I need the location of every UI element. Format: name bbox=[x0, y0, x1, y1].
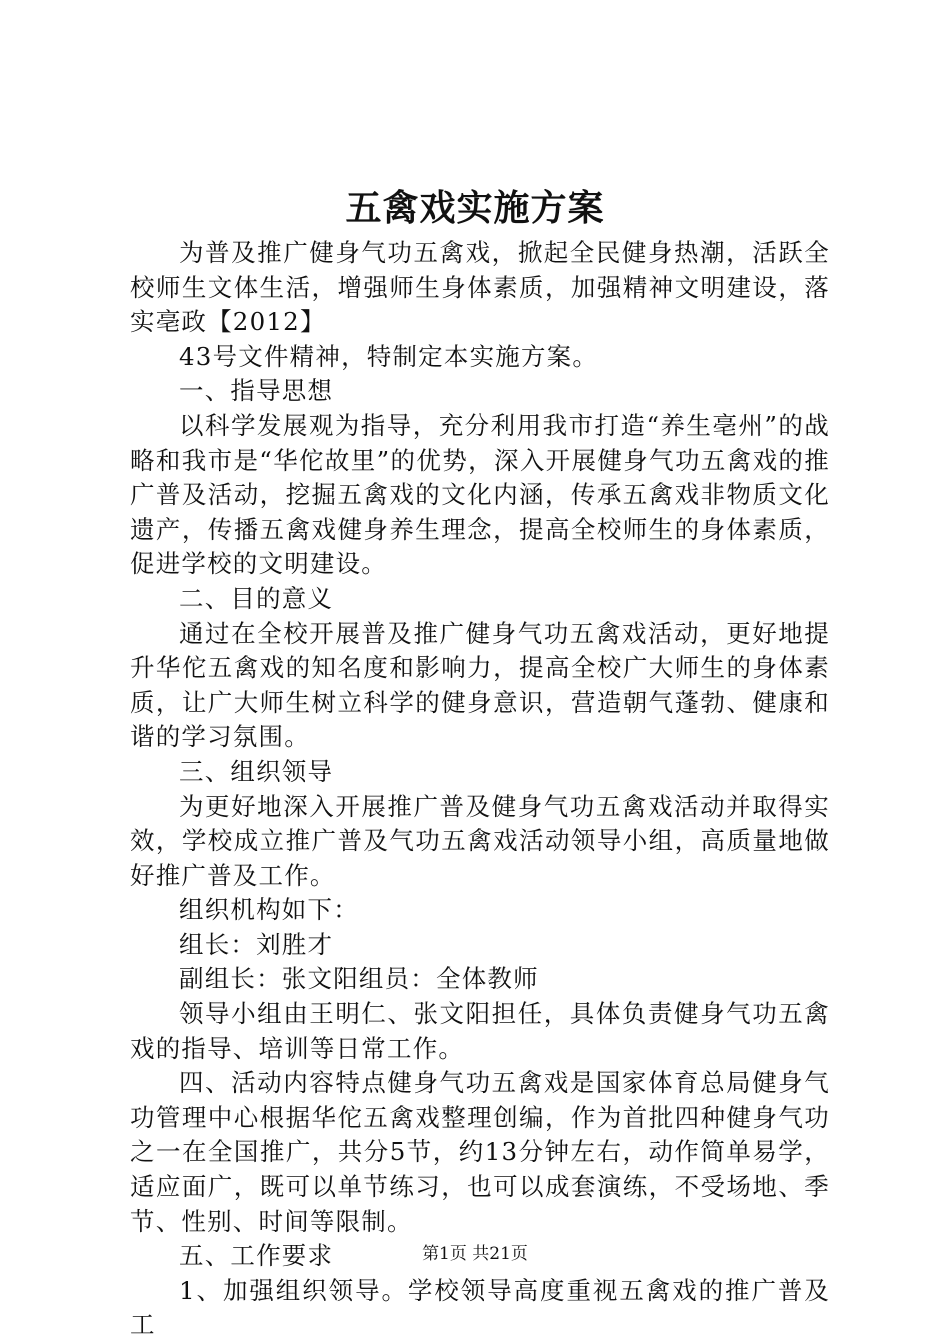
paragraph-requirement-1: 1、加强组织领导。学校领导高度重视五禽戏的推广普及工 bbox=[130, 1275, 830, 1340]
document-title: 五禽戏实施方案 bbox=[345, 187, 605, 229]
paragraph-structure-intro: 组织机构如下： bbox=[179, 895, 359, 925]
paragraph-intro-cont: 43号文件精神，特制定本实施方案。 bbox=[179, 341, 599, 371]
paragraph-leader: 组长：刘胜才 bbox=[179, 929, 334, 959]
paragraph-intro: 为普及推广健身气功五禽戏，掀起全民健身热潮，活跃全校师生文体生活，增强师生身体素质，加强精神文明建设，落实亳政【2012】 bbox=[130, 238, 830, 337]
paragraph-deputy-members: 副组长：张文阳组员：全体教师 bbox=[179, 964, 539, 994]
section-heading-3: 三、组织领导 bbox=[179, 756, 334, 786]
section-heading-1: 一、指导思想 bbox=[179, 376, 334, 406]
paragraph-guiding-thought: 以科学发展观为指导，充分利用我市打造“养生亳州”的战略和我市是“华佗故里”的优势，深入开展健身气功五禽戏的推广普及活动，挖掘五禽戏的文化内涵，传承五禽戏非物质文化遗产，传播五禽戏健身养生理念，提高全校师生的身体素质，促进学校的文明建设。 bbox=[130, 410, 830, 579]
paragraph-organization: 为更好地深入开展推广普及健身气功五禽戏活动并取得实效，学校成立推广普及气功五禽戏活动领导小组，高质量地做好推广普及工作。 bbox=[130, 791, 830, 890]
section-heading-2: 二、目的意义 bbox=[179, 583, 334, 613]
paragraph-activity-content: 四、活动内容特点健身气功五禽戏是国家体育总局健身气功管理中心根据华佗五禽戏整理创编，作为首批四种健身气功之一在全国推广，共分5节，约13分钟左右，动作简单易学，适应面广，既可以单节练习，也可以成套演练，不受场地、季节、性别、时间等限制。 bbox=[130, 1068, 830, 1236]
section-heading-5: 五、工作要求 bbox=[179, 1241, 334, 1271]
document-body bbox=[130, 236, 830, 1343]
page-number-footer: 第1页 共21页 bbox=[422, 1244, 528, 1264]
paragraph-purpose: 通过在全校开展普及推广健身气功五禽戏活动，更好地提升华佗五禽戏的知名度和影响力，提高全校广大师生的身体素质，让广大师生树立科学的健身意识，营造朝气蓬勃、健康和谐的学习氛围。 bbox=[130, 618, 830, 752]
paragraph-leading-group: 领导小组由王明仁、张文阳担任，具体负责健身气功五禽戏的指导、培训等日常工作。 bbox=[130, 999, 830, 1063]
